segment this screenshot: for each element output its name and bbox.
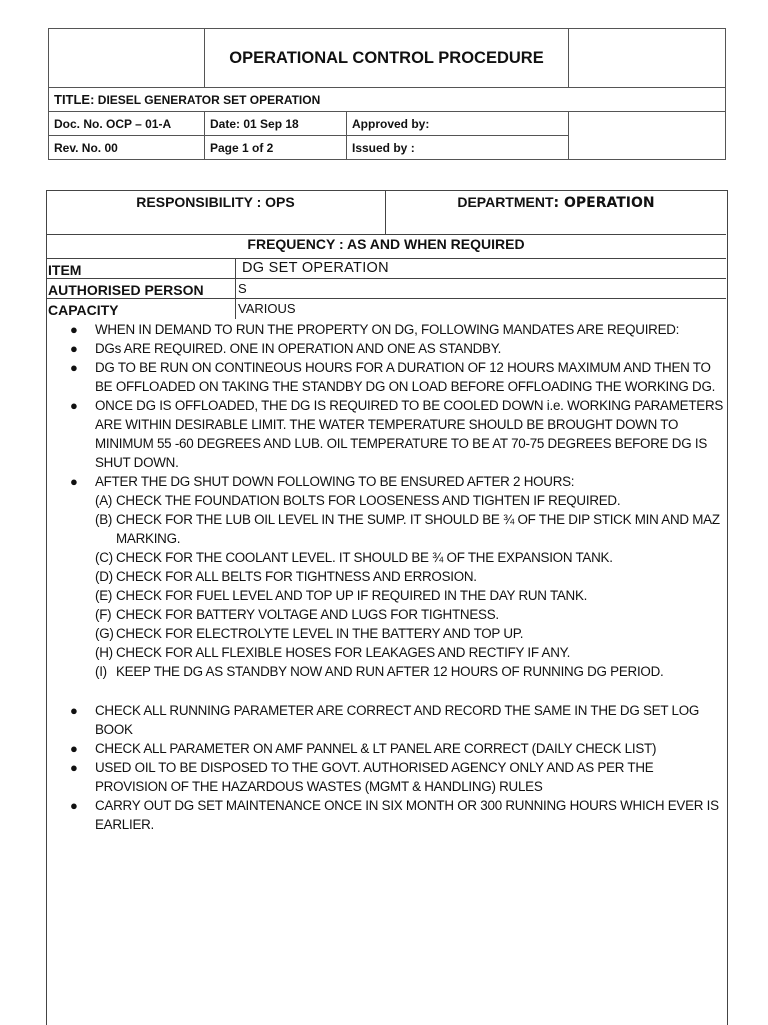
logo-cell xyxy=(49,29,205,88)
list-item xyxy=(62,320,724,339)
list-item xyxy=(62,758,724,796)
list-item-text: CHECK ALL PARAMETER ON AMF PANNEL & LT PANEL ARE CORRECT (DAILY CHECK LIST) xyxy=(95,741,657,756)
authorised-row xyxy=(46,279,726,299)
title-label: TITLE: xyxy=(54,92,95,107)
title-value: DIESEL GENERATOR SET OPERATION xyxy=(97,93,321,107)
rev-no: Rev. No. 00 xyxy=(49,136,205,160)
main-title: OPERATIONAL CONTROL PROCEDURE xyxy=(205,29,569,88)
list-item xyxy=(62,796,724,834)
bullet-icon: ● xyxy=(70,341,78,356)
issued-by: Issued by : xyxy=(347,136,569,160)
spacer xyxy=(62,681,724,701)
list-item xyxy=(62,396,724,472)
item-row xyxy=(46,259,726,279)
list-item-text: AFTER THE DG SHUT DOWN FOLLOWING TO BE ENSURED AFTER 2 HOURS: xyxy=(95,474,575,489)
title-row xyxy=(49,88,726,112)
item-value: DG SET OPERATION xyxy=(242,260,389,276)
sub-item-letter: (H) xyxy=(95,645,113,660)
sub-item-letter: (I) xyxy=(95,664,107,679)
responsibility-row xyxy=(46,190,726,235)
sub-item-text: CHECK FOR THE COOLANT LEVEL. IT SHOULD BE ¾ OF THE EXPANSION TANK. xyxy=(116,550,613,565)
sub-item-text: KEEP THE DG AS STANDBY NOW AND RUN AFTER 12 HOURS OF RUNNING DG PERIOD. xyxy=(116,664,664,679)
sub-item-letter: (B) xyxy=(95,512,113,527)
item-label: ITEM xyxy=(46,259,236,278)
sub-item xyxy=(95,567,724,586)
sub-item-text: CHECK FOR THE LUB OIL LEVEL IN THE SUMP. IT SHOULD BE ¾ OF THE DIP STICK MIN AND MAZ MARKING. xyxy=(116,512,720,546)
signature-cell xyxy=(569,112,726,160)
sub-item-text: CHECK FOR ALL BELTS FOR TIGHTNESS AND ERROSION. xyxy=(116,569,477,584)
sub-item-text: CHECK FOR BATTERY VOLTAGE AND LUGS FOR TIGHTNESS. xyxy=(116,607,499,622)
sub-item xyxy=(95,605,724,624)
bullet-icon: ● xyxy=(70,360,78,375)
bullet-icon: ● xyxy=(70,322,78,337)
approved-by: Approved by: xyxy=(347,112,569,136)
procedure-content xyxy=(62,320,724,834)
list-item-text: CARRY OUT DG SET MAINTENANCE ONCE IN SIX MONTH OR 300 RUNNING HOURS WHICH EVER IS EARLIER. xyxy=(95,798,719,832)
bullet-icon: ● xyxy=(70,760,78,775)
responsibility: RESPONSIBILITY : OPS xyxy=(46,190,386,234)
authorised-value: S xyxy=(238,281,247,296)
sub-item xyxy=(95,586,724,605)
list-item-text: CHECK ALL RUNNING PARAMETER ARE CORRECT AND RECORD THE SAME IN THE DG SET LOG BOOK xyxy=(95,703,700,737)
sub-item xyxy=(95,643,724,662)
page-number: Page 1 of 2 xyxy=(205,136,347,160)
sub-item-letter: (F) xyxy=(95,607,112,622)
list-item-text: DGs ARE REQUIRED. ONE IN OPERATION AND ONE AS STANDBY. xyxy=(95,341,502,356)
list-item-text: USED OIL TO BE DISPOSED TO THE GOVT. AUTHORISED AGENCY ONLY AND AS PER THE PROVISION OF THE HAZARDOUS WASTES (MGMT & HANDLING) RULES xyxy=(95,760,654,794)
corner-cell xyxy=(569,29,726,88)
sub-item xyxy=(95,662,724,681)
sub-item xyxy=(95,624,724,643)
sub-item-letter: (C) xyxy=(95,550,113,565)
department-value: : OPERATION xyxy=(553,195,655,211)
sub-item xyxy=(95,491,724,510)
bullet-icon: ● xyxy=(70,703,78,718)
list-item xyxy=(62,358,724,396)
list-item xyxy=(62,701,724,739)
list-item-text: WHEN IN DEMAND TO RUN THE PROPERTY ON DG, FOLLOWING MANDATES ARE REQUIRED: xyxy=(95,322,680,337)
sub-item xyxy=(95,548,724,567)
department-label: DEPARTMENT xyxy=(457,194,554,210)
frequency: FREQUENCY : AS AND WHEN REQUIRED xyxy=(46,234,726,259)
sub-item-text: CHECK FOR ELECTROLYTE LEVEL IN THE BATTERY AND TOP UP. xyxy=(116,626,524,641)
header-table xyxy=(48,28,726,160)
sub-item xyxy=(95,510,724,548)
sub-item-letter: (D) xyxy=(95,569,113,584)
department xyxy=(386,190,726,234)
authorised-label: AUTHORISED PERSON xyxy=(46,279,236,298)
list-item xyxy=(62,472,724,681)
bullet-icon: ● xyxy=(70,474,78,489)
list-item-text: ONCE DG IS OFFLOADED, THE DG IS REQUIRED TO BE COOLED DOWN i.e. WORKING PARAMETERS ARE WITHIN DESIRABLE LIMIT. THE WATER TEMPERATURE SHOULD BE BROUGHT DOWN TO MINIMUM 55 -60 DEGREES AND LUB. OIL TEMPERATURE TO BE AT 70-75 DEGREES BEFORE DG IS SHUT DOWN. xyxy=(95,398,724,470)
sub-item-letter: (G) xyxy=(95,626,114,641)
bullet-icon: ● xyxy=(70,741,78,756)
capacity-label: CAPACITY xyxy=(46,299,236,319)
bullet-icon: ● xyxy=(70,798,78,813)
doc-no: Doc. No. OCP – 01-A xyxy=(49,112,205,136)
list-item xyxy=(62,739,724,758)
capacity-value: VARIOUS xyxy=(238,301,296,316)
capacity-row xyxy=(46,299,726,319)
list-item xyxy=(62,339,724,358)
sub-item-letter: (A) xyxy=(95,493,113,508)
bullet-icon: ● xyxy=(70,398,78,413)
sub-item-letter: (E) xyxy=(95,588,113,603)
sub-item-text: CHECK FOR ALL FLEXIBLE HOSES FOR LEAKAGES AND RECTIFY IF ANY. xyxy=(116,645,571,660)
list-item-text: DG TO BE RUN ON CONTINEOUS HOURS FOR A DURATION OF 12 HOURS MAXIMUM AND THEN TO BE OFFLOADED ON TAKING THE STANDBY DG ON LOAD BEFORE OFFLOADING THE WORKING DG. xyxy=(95,360,716,394)
date: Date: 01 Sep 18 xyxy=(205,112,347,136)
sub-item-text: CHECK THE FOUNDATION BOLTS FOR LOOSENESS AND TIGHTEN IF REQUIRED. xyxy=(116,493,621,508)
sub-item-text: CHECK FOR FUEL LEVEL AND TOP UP IF REQUIRED IN THE DAY RUN TANK. xyxy=(116,588,588,603)
